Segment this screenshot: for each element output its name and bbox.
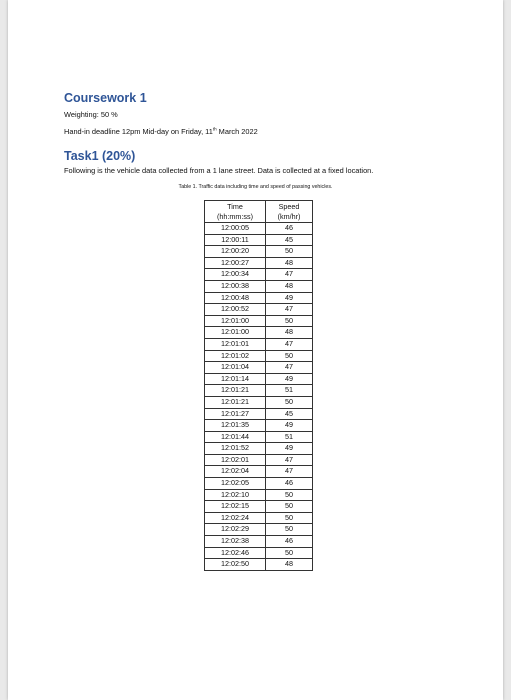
- table-row: [205, 443, 313, 455]
- speed-cell: 45: [266, 408, 313, 420]
- table-row: [205, 524, 313, 536]
- time-cell: 12:02:46: [205, 547, 266, 559]
- table-row: [205, 269, 313, 281]
- table-row: [205, 512, 313, 524]
- deadline-sup: th: [212, 126, 217, 132]
- speed-cell: 47: [266, 269, 313, 281]
- table-row: [205, 362, 313, 374]
- table-row: [205, 385, 313, 397]
- time-cell: 12:02:10: [205, 489, 266, 501]
- table-row: [205, 454, 313, 466]
- time-cell: 12:01:02: [205, 350, 266, 362]
- time-cell: 12:01:35: [205, 420, 266, 432]
- table-row: [205, 373, 313, 385]
- header-time-line1: Time: [227, 202, 243, 211]
- time-cell: 12:00:20: [205, 246, 266, 258]
- document-page: [8, 0, 503, 700]
- table-row: [205, 292, 313, 304]
- table-row: [205, 478, 313, 490]
- time-cell: 12:00:11: [205, 234, 266, 246]
- speed-cell: 47: [266, 454, 313, 466]
- speed-cell: 50: [266, 524, 313, 536]
- table-row: [205, 536, 313, 548]
- time-cell: 12:00:05: [205, 223, 266, 235]
- time-cell: 12:02:24: [205, 512, 266, 524]
- speed-cell: 46: [266, 536, 313, 548]
- speed-cell: 45: [266, 234, 313, 246]
- speed-cell: 47: [266, 362, 313, 374]
- table-row: [205, 420, 313, 432]
- time-cell: 12:02:04: [205, 466, 266, 478]
- speed-cell: 46: [266, 223, 313, 235]
- time-cell: 12:01:52: [205, 443, 266, 455]
- table-body: [205, 223, 313, 571]
- table-row: [205, 466, 313, 478]
- header-time-line2: (hh:mm:ss): [217, 211, 253, 221]
- weighting-text: Weighting: 50 %: [64, 110, 118, 119]
- time-cell: 12:00:27: [205, 257, 266, 269]
- time-cell: 12:01:27: [205, 408, 266, 420]
- table-row: [205, 489, 313, 501]
- table-caption: Table 1. Traffic data including time and speed of passing vehicles.: [178, 184, 333, 190]
- speed-cell: 47: [266, 338, 313, 350]
- table-header-row: [205, 201, 313, 223]
- time-cell: 12:02:29: [205, 524, 266, 536]
- table-row: [205, 396, 313, 408]
- time-cell: 12:00:48: [205, 292, 266, 304]
- speed-cell: 48: [266, 559, 313, 571]
- table-row: [205, 304, 313, 316]
- time-cell: 12:01:00: [205, 315, 266, 327]
- speed-cell: 50: [266, 501, 313, 513]
- speed-cell: 50: [266, 350, 313, 362]
- time-cell: 12:02:38: [205, 536, 266, 548]
- table-row: [205, 547, 313, 559]
- time-cell: 12:01:44: [205, 431, 266, 443]
- time-cell: 12:02:50: [205, 559, 266, 571]
- table-row: [205, 431, 313, 443]
- header-speed-line2: (km/hr): [277, 211, 301, 221]
- time-cell: 12:01:21: [205, 396, 266, 408]
- header-time: [205, 201, 266, 223]
- speed-cell: 48: [266, 327, 313, 339]
- speed-cell: 51: [266, 431, 313, 443]
- intro-text: Following is the vehicle data collected from a 1 lane street. Data is collected at a fixed location.: [64, 166, 374, 175]
- speed-cell: 50: [266, 396, 313, 408]
- header-speed-line1: Speed: [278, 202, 300, 211]
- speed-cell: 49: [266, 443, 313, 455]
- speed-cell: 49: [266, 292, 313, 304]
- speed-cell: 51: [266, 385, 313, 397]
- table-row: [205, 223, 313, 235]
- table-row: [205, 501, 313, 513]
- time-cell: 12:01:04: [205, 362, 266, 374]
- deadline-prefix: Hand-in deadline 12pm Mid-day on Friday, 11: [64, 127, 213, 136]
- table-row: [205, 338, 313, 350]
- task-title: Task1 (20%): [64, 149, 136, 163]
- table-row: [205, 280, 313, 292]
- table-row: [205, 234, 313, 246]
- time-cell: 12:01:01: [205, 338, 266, 350]
- speed-cell: 50: [266, 315, 313, 327]
- time-cell: 12:01:00: [205, 327, 266, 339]
- speed-cell: 49: [266, 420, 313, 432]
- speed-cell: 48: [266, 257, 313, 269]
- time-cell: 12:02:05: [205, 478, 266, 490]
- speed-cell: 50: [266, 547, 313, 559]
- table-row: [205, 327, 313, 339]
- table-row: [205, 350, 313, 362]
- table-row: [205, 408, 313, 420]
- time-cell: 12:02:01: [205, 454, 266, 466]
- traffic-data-table: [204, 200, 313, 571]
- table-row: [205, 246, 313, 258]
- speed-cell: 47: [266, 304, 313, 316]
- time-cell: 12:01:21: [205, 385, 266, 397]
- speed-cell: 49: [266, 373, 313, 385]
- time-cell: 12:00:38: [205, 280, 266, 292]
- time-cell: 12:01:14: [205, 373, 266, 385]
- speed-cell: 50: [266, 512, 313, 524]
- speed-cell: 47: [266, 466, 313, 478]
- deadline-suffix: March 2022: [216, 127, 258, 136]
- table-row: [205, 559, 313, 571]
- deadline-text: [64, 127, 258, 136]
- time-cell: 12:00:34: [205, 269, 266, 281]
- table-row: [205, 257, 313, 269]
- speed-cell: 50: [266, 246, 313, 258]
- speed-cell: 50: [266, 489, 313, 501]
- coursework-title: Coursework 1: [64, 91, 147, 105]
- time-cell: 12:02:15: [205, 501, 266, 513]
- speed-cell: 48: [266, 280, 313, 292]
- header-speed: [266, 201, 313, 223]
- time-cell: 12:00:52: [205, 304, 266, 316]
- table-row: [205, 315, 313, 327]
- speed-cell: 46: [266, 478, 313, 490]
